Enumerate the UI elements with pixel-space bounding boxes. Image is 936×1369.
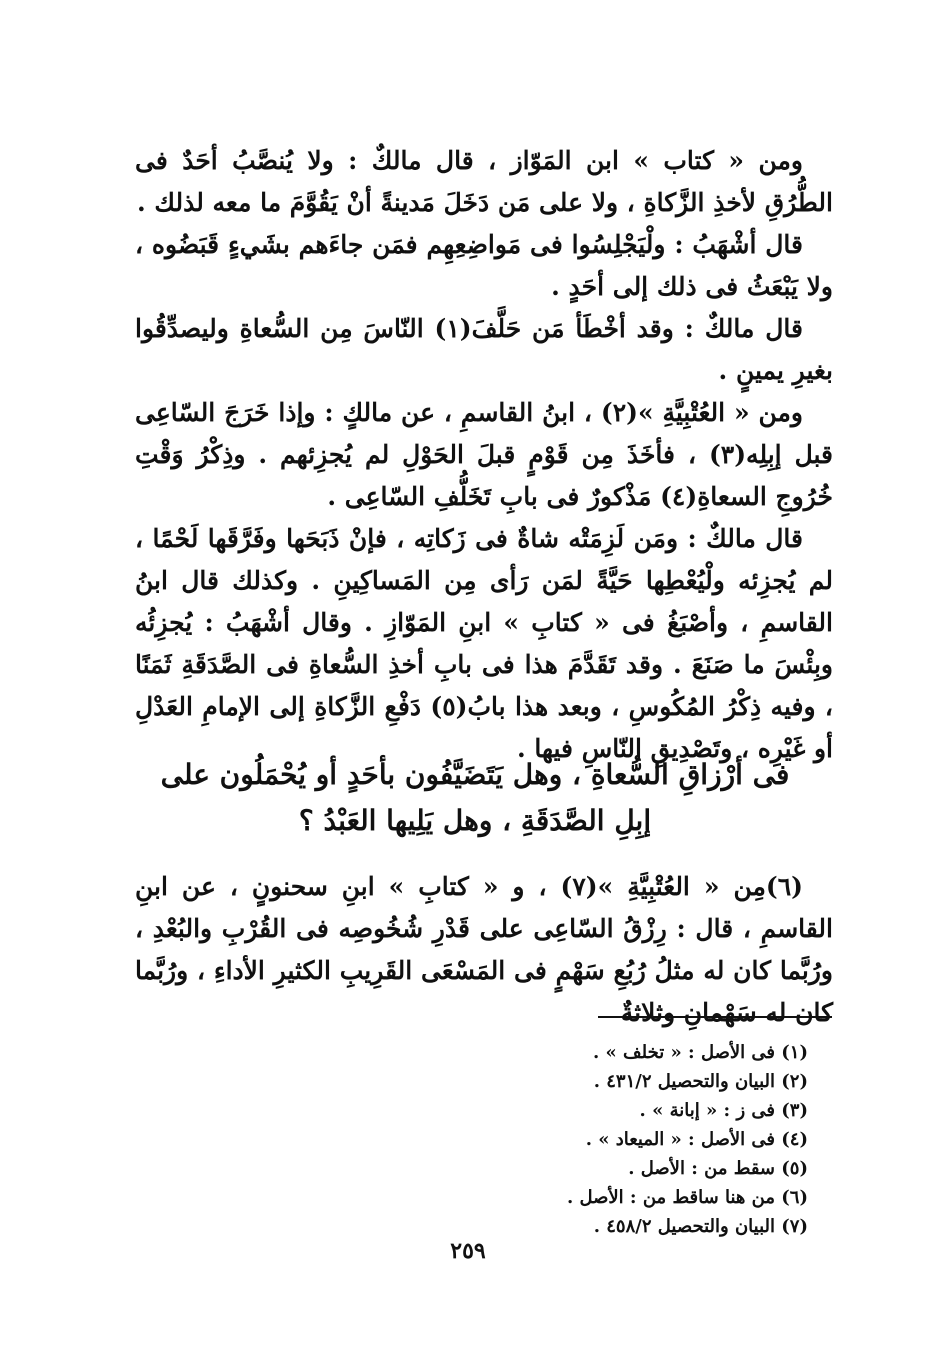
footnote-4: (٤) فى الأصل : « الميعاد » . bbox=[585, 1129, 808, 1150]
paragraph-4: ومن « العُتْبِيَّةِ »(٢) ، ابنُ القاسمِ ، عن مالكٍ : وإذا خَرَجَ السّاعِى قبل إبِلِه(٣) ، فأخَذَ مِن قَوْمٍ قبلَ الحَوْلِ لم يُجزِئهم . وذِكْرُ وَقْتِ خُرُوجِ السعاةِ(٤) مَذْكورٌ فى بابِ تَخَلُّفِ السّاعِى . bbox=[135, 398, 833, 511]
paragraph-5: قال مالكٌ : ومَن لَزِمَتْه شاةٌ فى زَكاتِه ، فإنْ ذَبَحَها وفَرَّقَها لَحْمًا ، لم يُجزِئه ولْيُعْطِها حَيَّةً لمَن رَأى مِن المَساكِينِ . وكذلك قال ابنُ القاسمِ ، وأصْبَغُ فى « كتابِ » ابنِ المَوّازِ . وقال أشْهَبُ : يُجزِئُه وبِئْسَ ما صَنَعَ . وقد تَقَدَّمَ هذا فى بابِ أخذِ السُّعاةِ فى الصَّدَقَةِ ثَمَنًا ، وفيه ذِكْرُ المُكُوسِ ، وبعد هذا بابُ(٥) دَفْعِ الزَّكاةِ إلى الإمامِ العَدْلِ أو غَيْرِه ، وتَصْدِيقِ النّاسِ فيها . bbox=[135, 524, 833, 763]
section-text bbox=[135, 866, 833, 1034]
footnote-3: (٣) فى ز : « إبانة » . bbox=[639, 1100, 808, 1121]
paragraph-2: قال أشْهَبُ : ولْيَجْلِسُوا فى مَواضِعِهِم فمَن جاءَهم بشَيءٍ قَبَضُوه ، ولا يَبْعَثُ فى ذلك إلى أحَدٍ . bbox=[135, 230, 833, 301]
footnote-7: (٧) البيان والتحصيل ٤٥٨/٢ . bbox=[593, 1216, 808, 1237]
footnote-2: (٢) البيان والتحصيل ٤٣١/٢ . bbox=[593, 1071, 808, 1092]
section-heading-line-2: إبِلِ الصَّدَقَةِ ، وهل يَلِيها العَبْدُ ؟ bbox=[298, 804, 652, 837]
footnote-5: (٥) سقط من : الأصل . bbox=[628, 1158, 808, 1179]
section-heading bbox=[150, 752, 800, 844]
footnote-separator bbox=[598, 1016, 832, 1018]
footnote-6: (٦) من هنا ساقط من : الأصل . bbox=[566, 1187, 808, 1208]
section-heading-line-1: فى أرْزاقِ السُّعاةِ ، وهل يَتَضَيَّفُون بأحَدٍ أو يُحْمَلُون على bbox=[160, 758, 790, 791]
paragraph-1: ومن « كتاب » ابن المَوّاز ، قال مالكٌ : ولا يُنصَّبُ أحَدٌ فى الطُّرُقِ لأخذِ الزَّكاةِ ، ولا على مَن دَخَلَ مَدينةً أنْ يَقُوَّمَ ما معه لذلك . bbox=[135, 146, 833, 217]
footnotes-list bbox=[440, 1038, 808, 1241]
main-text bbox=[135, 140, 833, 770]
footnote-1: (١) فى الأصل : « تخلف » . bbox=[592, 1042, 808, 1063]
section-paragraph: (٦)مِن « العُتْبِيَّةِ »(٧) ، و « كتابِ » ابنِ سحنونٍ ، عن ابنِ القاسمِ ، قال : رِزْقُ السّاعِى على قَدْرِ شُخُوصِه فى القُرْبِ والبُعْدِ ، ورُبَّما كان له مثلُ رُبُعِ سَهْمٍ فى المَسْعَى القَرِيبِ الكثيرِ الأداءِ ، ورُبَّما كان له سَهْمانِ وثلاثةٌ bbox=[135, 872, 833, 1027]
page-number: ٢٥٩ bbox=[450, 1238, 486, 1264]
paragraph-3: قال مالكٌ : وقد أخْطَأ مَن حَلَّفَ(١) النّاسَ مِن السُّعاةِ وليصدِّقُوا بغيرِ يمينٍ . bbox=[135, 314, 833, 385]
